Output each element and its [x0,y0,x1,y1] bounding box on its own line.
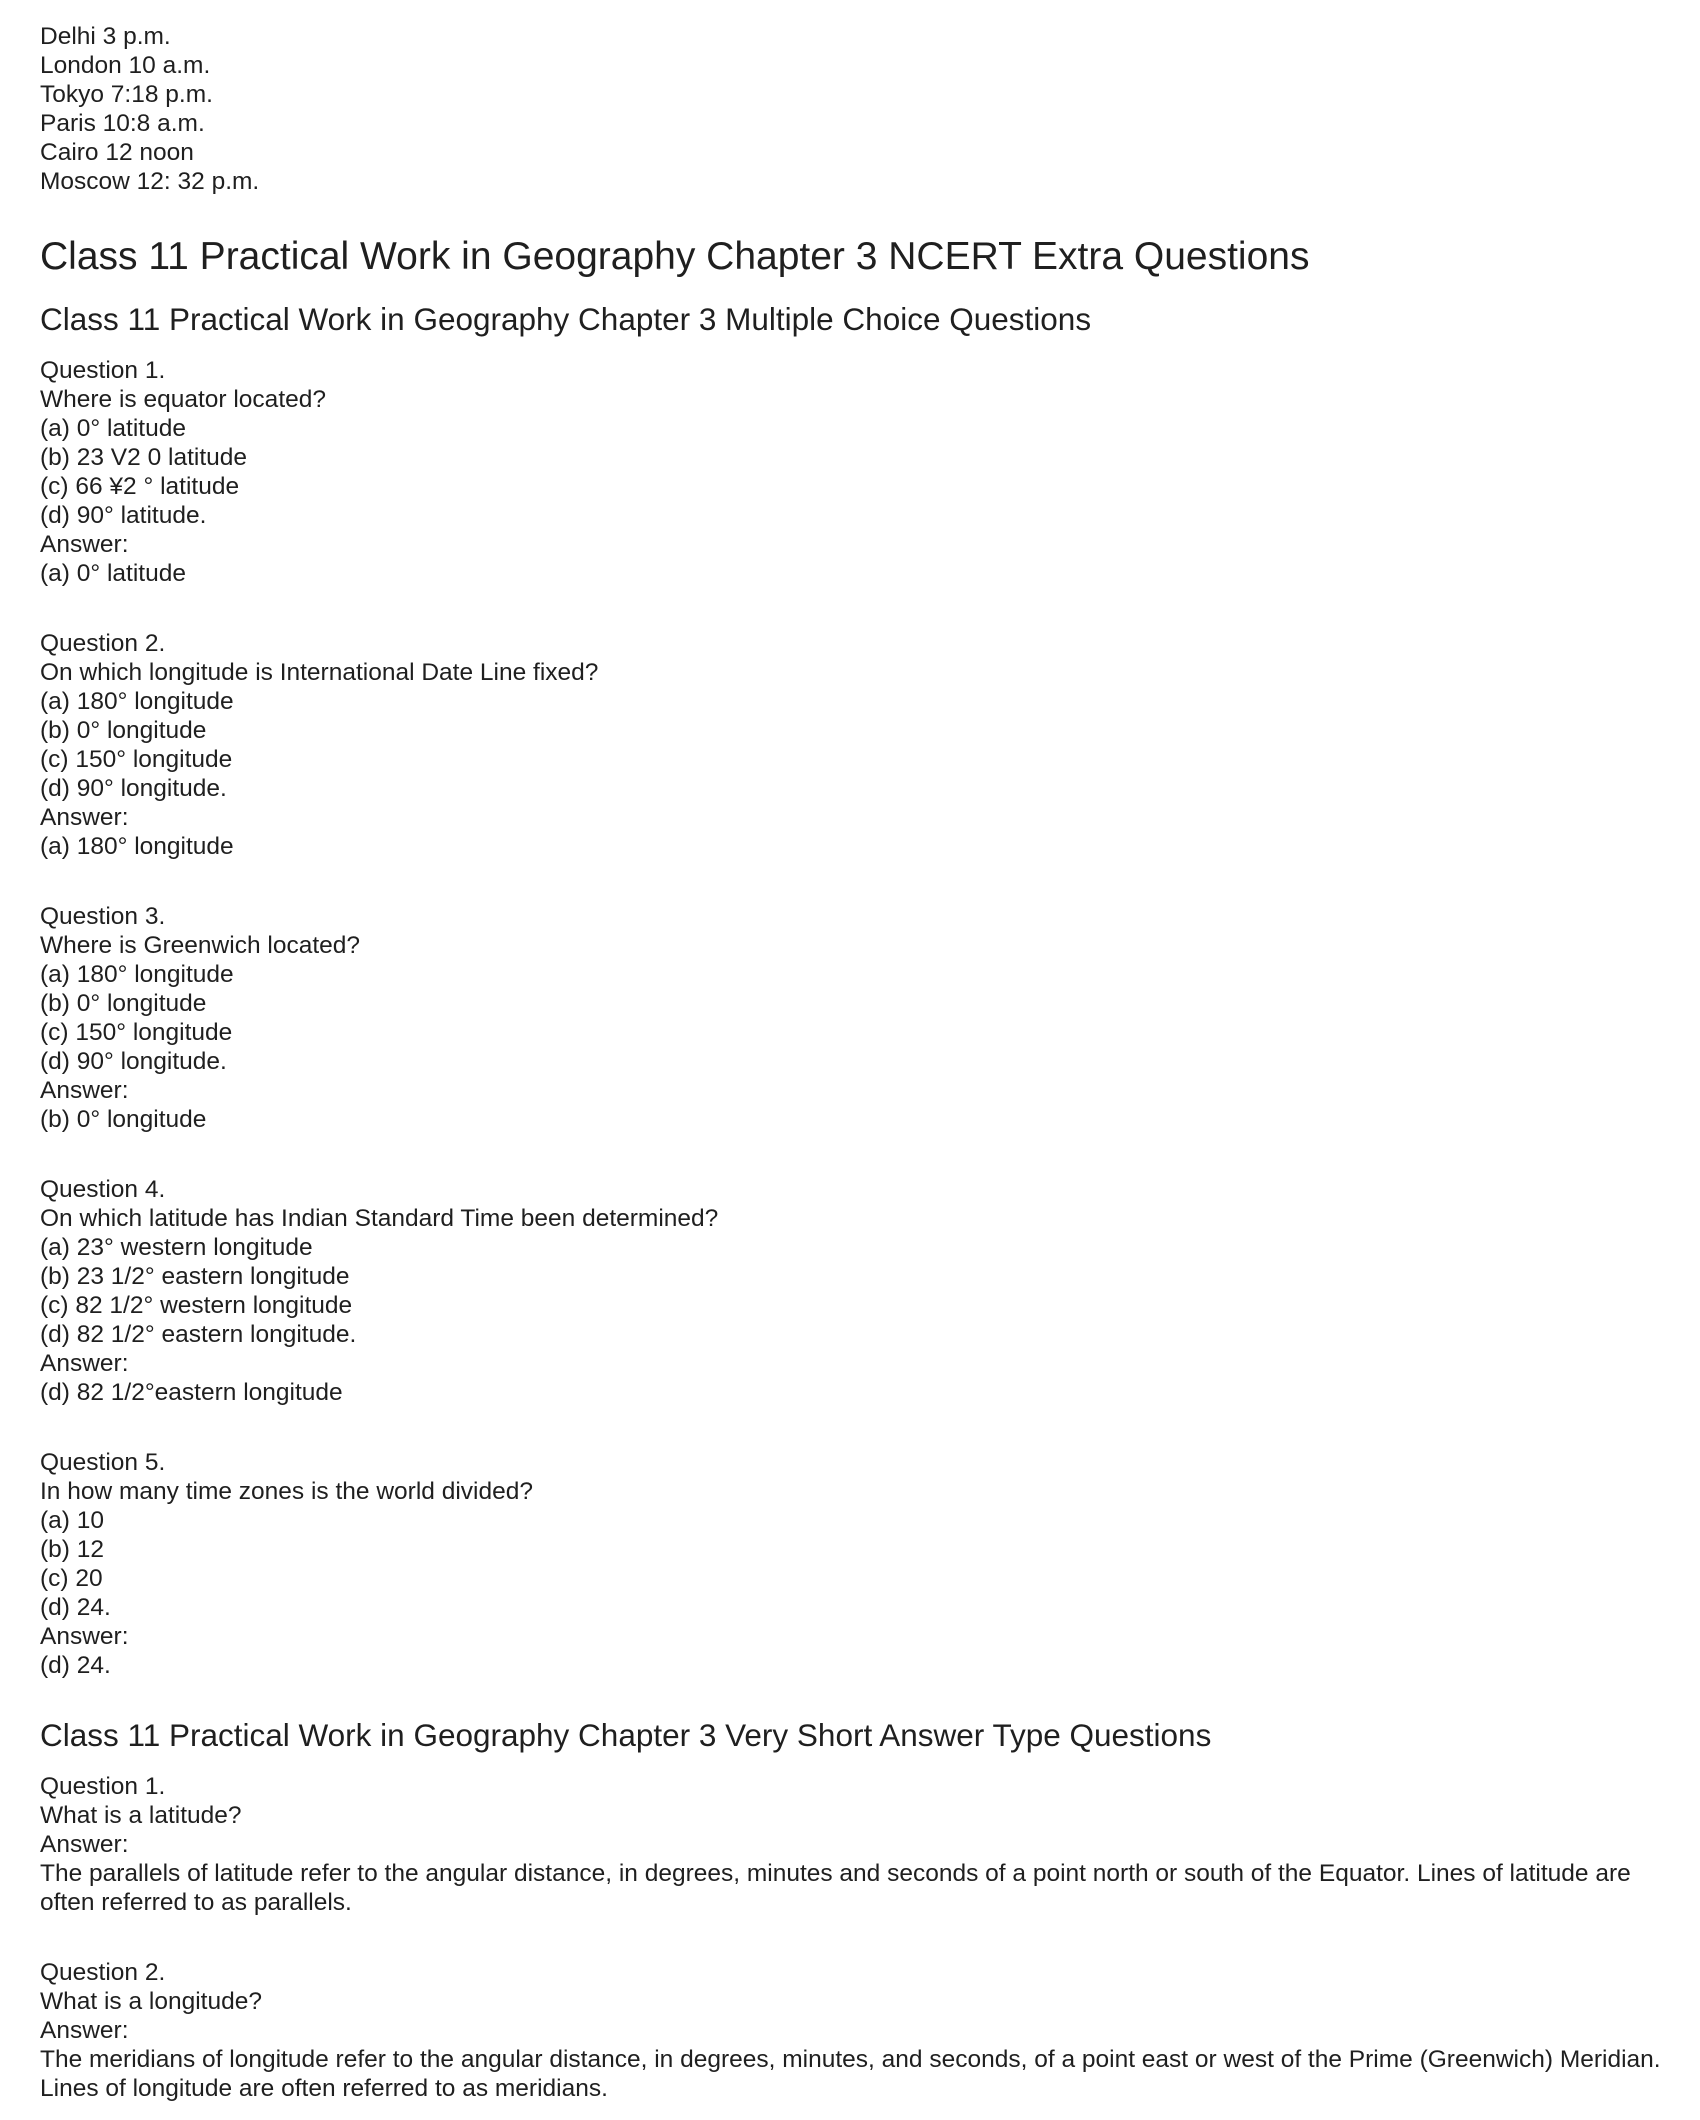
time-list-item: Delhi 3 p.m. [40,23,171,50]
option-a: (a) 180° longitude [40,961,234,988]
mcq-question-2 [40,629,1665,861]
answer-text: (d) 82 1/2°eastern longitude [40,1379,343,1406]
option-c: (c) 20 [40,1565,103,1592]
mcq-question-4 [40,1175,1665,1407]
mcq-heading: Class 11 Practical Work in Geography Chapter 3 Multiple Choice Questions [40,301,1092,337]
vsa-question-1 [40,1772,1665,1917]
vsa-heading: Class 11 Practical Work in Geography Chapter 3 Very Short Answer Type Questions [40,1717,1212,1753]
question-label: Question 1. [40,1773,166,1800]
option-d: (d) 90° longitude. [40,1048,227,1075]
answer-paragraph: The parallels of latitude refer to the angular distance, in degrees, minutes and seconds of a point north or south of the Equator. Lines of latitude are often referred to as parallels. [40,1860,1631,1916]
option-a: (a) 23° western longitude [40,1234,313,1261]
time-list [40,22,1665,196]
question-text: What is a latitude? [40,1802,242,1829]
question-text: On which longitude is International Date Line fixed? [40,659,599,686]
time-list-item: Moscow 12: 32 p.m. [40,168,260,195]
main-heading: Class 11 Practical Work in Geography Chapter 3 NCERT Extra Questions [40,235,1310,278]
time-list-item: Paris 10:8 a.m. [40,110,205,137]
time-list-item: Tokyo 7:18 p.m. [40,81,213,108]
answer-text: (a) 0° latitude [40,560,186,587]
option-a: (a) 0° latitude [40,415,186,442]
option-c: (c) 82 1/2° western longitude [40,1292,353,1319]
time-list-item: Cairo 12 noon [40,139,194,166]
option-d: (d) 24. [40,1594,111,1621]
question-label: Question 2. [40,630,166,657]
question-text: In how many time zones is the world divided? [40,1478,533,1505]
answer-text: (a) 180° longitude [40,833,234,860]
question-text: On which latitude has Indian Standard Time been determined? [40,1205,719,1232]
option-b: (b) 0° longitude [40,990,207,1017]
mcq-question-5 [40,1448,1665,1680]
question-label: Question 5. [40,1449,166,1476]
option-c: (c) 150° longitude [40,1019,233,1046]
option-b: (b) 23 1/2° eastern longitude [40,1263,350,1290]
option-d: (d) 90° longitude. [40,775,227,802]
option-c: (c) 150° longitude [40,746,233,773]
answer-paragraph: The meridians of longitude refer to the angular distance, in degrees, minutes, and seconds, of a point east or west of the Prime (Greenwich) Meridian. Lines of longitude are often referred to as meridians. [40,2046,1661,2102]
answer-label: Answer: [40,804,129,831]
answer-label: Answer: [40,1831,129,1858]
answer-text: (d) 24. [40,1652,111,1679]
answer-label: Answer: [40,531,129,558]
option-b: (b) 0° longitude [40,717,207,744]
question-label: Question 1. [40,357,166,384]
question-text: Where is Greenwich located? [40,932,361,959]
question-label: Question 3. [40,903,166,930]
option-b: (b) 23 V2 0 latitude [40,444,248,471]
option-a: (a) 10 [40,1507,105,1534]
answer-text: (b) 0° longitude [40,1106,207,1133]
answer-label: Answer: [40,1623,129,1650]
time-list-item: London 10 a.m. [40,52,211,79]
option-d: (d) 90° latitude. [40,502,207,529]
document-page [40,22,1665,2103]
answer-label: Answer: [40,2017,129,2044]
mcq-question-3 [40,902,1665,1134]
question-text: Where is equator located? [40,386,326,413]
question-label: Question 4. [40,1176,166,1203]
question-label: Question 2. [40,1959,166,1986]
question-text: What is a longitude? [40,1988,262,2015]
option-b: (b) 12 [40,1536,105,1563]
answer-label: Answer: [40,1077,129,1104]
option-a: (a) 180° longitude [40,688,234,715]
option-d: (d) 82 1/2° eastern longitude. [40,1321,357,1348]
mcq-question-1 [40,356,1665,588]
answer-label: Answer: [40,1350,129,1377]
vsa-question-2 [40,1958,1665,2103]
option-c: (c) 66 ¥2 ° latitude [40,473,240,500]
